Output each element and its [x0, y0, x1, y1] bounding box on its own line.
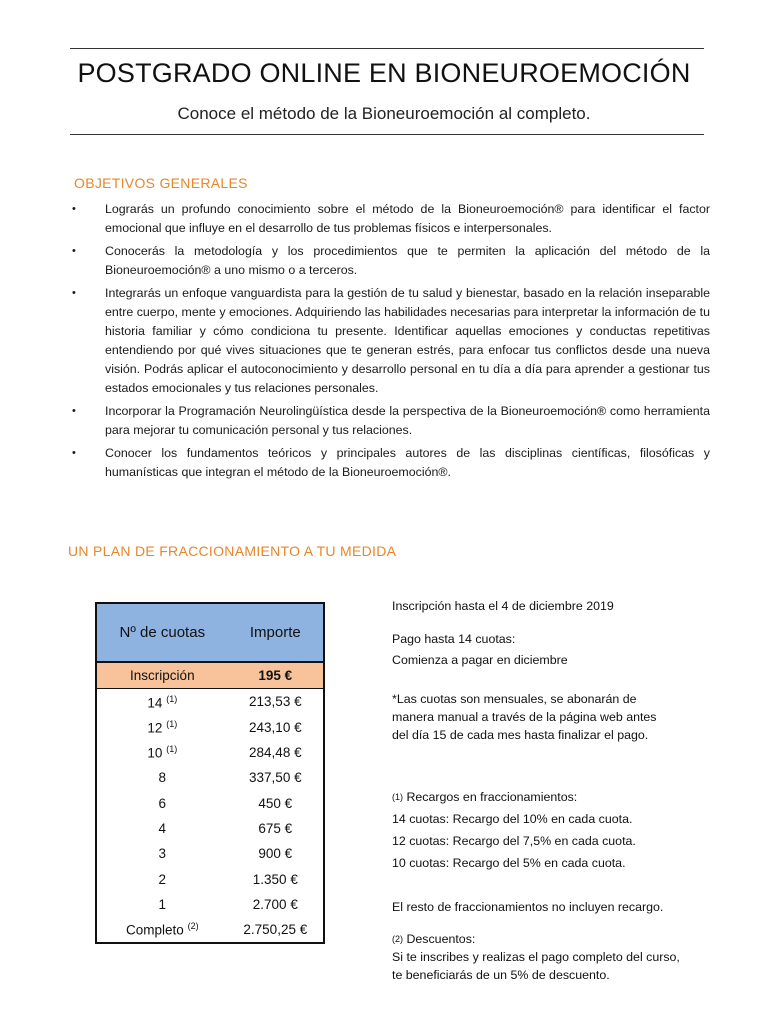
info-surcharge-10: 10 cuotas: Recargo del 5% en cada cuota. [392, 856, 626, 870]
importe-cell: 284,48 € [249, 745, 302, 761]
cuotas-cell: 2 [158, 871, 167, 887]
objective-text: Lograrás un profundo conocimiento sobre el método de la Bioneuroemoción® para identificar el factor emocional que influye en el desarrollo de tus problemas físicos e interpersonales. [105, 202, 710, 235]
importe-cell: 1.350 € [252, 871, 298, 887]
info-surcharge-14: 14 cuotas: Recargo del 10% en cada cuota. [392, 812, 633, 826]
bullet-icon: • [72, 287, 76, 299]
importe-cell: 675 € [258, 820, 293, 836]
table-row [96, 917, 324, 943]
info-deadline: Inscripción hasta el 4 de diciembre 2019 [392, 599, 614, 613]
objective-text: Integrarás un enfoque vanguardista para la gestión de tu salud y bienestar, basado en la relación inseparable entre cuerpo, mente y emociones. Adquiriendo las habilidades necesarias para interpretar la información de tu historia familiar y cómo condiciona tu presente. Identificar aquellas emociones y conductas repetitivas entendiendo por qué vives situaciones que te generan estrés, para enfocar tus conflictos desde una nueva visión. Podrás aplicar el autoconocimiento y desarrollo personal en tu día a día para aprender a gestionar tus estados emocionales y tus relaciones personales. [105, 286, 710, 395]
cuotas-cell: 10 $^{(1)}$ [147, 744, 178, 761]
objective-text: Incorporar la Programación Neurolingüística desde la perspectiva de la Bioneuroemoción® como herramienta para mejorar tu comunicación personal y tus relaciones. [105, 404, 710, 437]
table-row [96, 866, 324, 891]
list-item [70, 242, 710, 280]
importe-cell: 337,50 € [249, 770, 302, 786]
top-rule [70, 48, 704, 49]
objective-text: Conocerás la metodología y los procedimientos que te permiten la aplicación del método de la Bioneuroemoción® a uno mismo o a terceros. [105, 244, 710, 277]
table-row [96, 816, 324, 841]
inscription-label: Inscripción [96, 662, 228, 689]
list-item [70, 402, 710, 440]
info-discount-text: Si te inscribes y realizas el pago completo del curso, te beneficiarás de un 5% de descuento. [392, 950, 680, 982]
bullet-icon: • [72, 447, 76, 459]
bottom-rule [70, 134, 704, 135]
importe-cell: 243,10 € [249, 719, 302, 735]
discount-marker: (2) [392, 934, 403, 944]
info-monthly-note: *Las cuotas son mensuales, se abonarán de manera manual a través de la página web antes del día 15 de cada mes hasta finalizar el pago. [392, 692, 657, 742]
list-item [70, 200, 710, 238]
cuotas-cell: 4 [158, 820, 167, 836]
table-header-row [96, 603, 324, 662]
objectives-heading: OBJETIVOS GENERALES [74, 175, 248, 191]
info-no-surcharge: El resto de fraccionamientos no incluyen recargo. [392, 900, 664, 914]
list-item [70, 284, 710, 398]
list-item [70, 444, 710, 482]
table-row [96, 689, 324, 715]
table-row [96, 790, 324, 815]
plan-heading: UN PLAN DE FRACCIONAMIENTO A TU MEDIDA [68, 543, 397, 559]
surcharge-marker: (1) [392, 792, 403, 802]
inscription-amount: 195 € [228, 662, 324, 689]
cuotas-cell: 3 [158, 846, 167, 862]
info-payment-line1: Pago hasta 14 cuotas: [392, 632, 516, 646]
table-row [96, 892, 324, 917]
objective-text: Conocer los fundamentos teóricos y principales autores de las disciplinas científicas, filosóficas y humanísticas que integran el método de la Bioneuroemoción®. [105, 446, 710, 479]
cuotas-cell: 8 [158, 770, 167, 786]
importe-cell: 213,53 € [249, 694, 302, 710]
info-surcharge-title: (1) Recargos en fraccionamientos: [392, 790, 578, 804]
cuotas-cell: Completo $^{(2)}$ [126, 921, 199, 938]
objectives-list [70, 200, 710, 486]
fees-table [95, 602, 325, 944]
table-row [96, 841, 324, 866]
cuotas-cell: 12 $^{(1)}$ [147, 718, 178, 736]
importe-cell: 2.700 € [252, 896, 298, 912]
importe-cell: 2.750,25 € [243, 922, 308, 938]
table-row [96, 740, 324, 765]
page-subtitle: Conoce el método de la Bioneuroemoción al completo. [177, 104, 591, 123]
cuotas-cell: 14 $^{(1)}$ [147, 693, 178, 711]
info-discount-title: (2) Descuentos: [392, 932, 476, 946]
importe-cell: 450 € [258, 795, 293, 811]
info-payment-line2: Comienza a pagar en diciembre [392, 653, 568, 667]
cuotas-cell: 6 [158, 795, 167, 811]
table-row [96, 765, 324, 790]
table-row [96, 715, 324, 740]
col-cuotas-header: Nº de cuotas [96, 603, 228, 662]
col-importe-header: Importe [228, 603, 324, 662]
bullet-icon: • [72, 245, 76, 257]
page-title: POSTGRADO ONLINE EN BIONEUROEMOCIÓN [77, 58, 691, 88]
bullet-icon: • [72, 405, 76, 417]
info-surcharge-12: 12 cuotas: Recargo del 7,5% en cada cuota. [392, 834, 636, 848]
inscription-row [96, 662, 324, 689]
cuotas-cell: 1 [158, 896, 167, 912]
importe-cell: 900 € [258, 846, 293, 862]
bullet-icon: • [72, 203, 76, 215]
